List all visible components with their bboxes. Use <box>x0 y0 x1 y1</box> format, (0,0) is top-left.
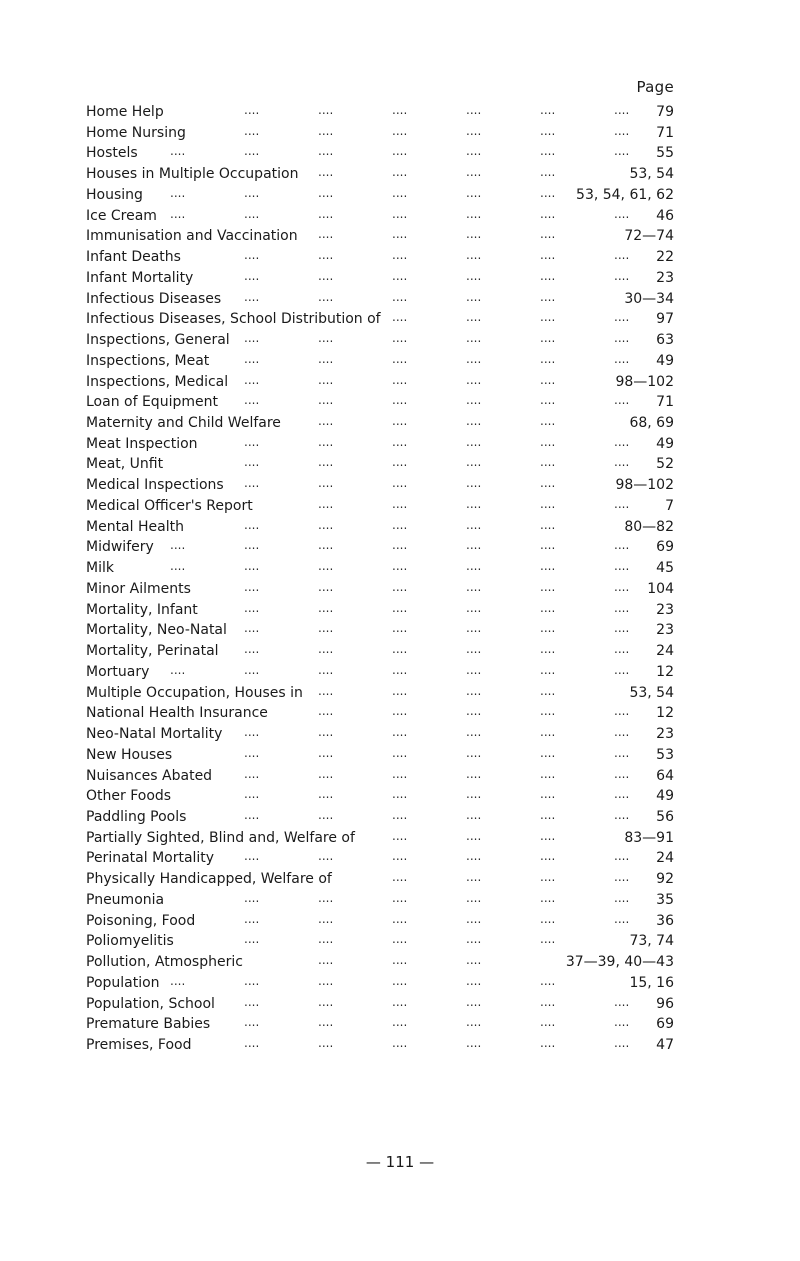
index-term: Other Foods <box>86 788 172 805</box>
index-pages: 46 <box>652 206 674 227</box>
index-pages: 23 <box>652 620 674 641</box>
index-term: Inspections, Medical <box>86 373 229 390</box>
index-entry: .... .... .... .... Physically Handicapped, Welfare of 92 <box>86 869 686 890</box>
index-term: Mortuary <box>86 663 150 680</box>
index-term: Midwifery <box>86 539 154 556</box>
index-pages: 98—102 <box>611 372 674 393</box>
index-entry: .... .... .... .... .... .... Pneumonia 35 <box>86 890 686 911</box>
index-term: Poliomyelitis <box>86 933 174 950</box>
index-term: Premature Babies <box>86 1016 211 1033</box>
index-pages: 97 <box>652 309 674 330</box>
index-pages: 53, 54 <box>625 164 674 185</box>
index-term: Medical Officer's Report <box>86 497 253 514</box>
index-pages: 23 <box>652 600 674 621</box>
index-pages: 49 <box>652 351 674 372</box>
index-term: Hostels <box>86 145 138 162</box>
index-pages: 23 <box>652 724 674 745</box>
index-term: Perinatal Mortality <box>86 850 215 867</box>
index-pages: 49 <box>652 786 674 807</box>
index-term: Inspections, Meat <box>86 352 210 369</box>
index-pages: 52 <box>652 454 674 475</box>
index-pages: 24 <box>652 641 674 662</box>
index-pages: 72—74 <box>620 226 674 247</box>
index-entry: .... .... .... .... Multiple Occupation, Houses in 53, 54 <box>86 683 686 704</box>
index-entry: .... .... .... .... .... .... Population 15, 16 <box>86 973 686 994</box>
index-term: Houses in Multiple Occupation <box>86 166 299 183</box>
index-entry: .... .... .... .... .... .... Population, School 96 <box>86 994 686 1015</box>
index-pages: 35 <box>652 890 674 911</box>
index-term: Meat, Unfit <box>86 456 164 473</box>
index-list <box>86 102 686 1056</box>
index-pages: 49 <box>652 434 674 455</box>
index-term: Home Nursing <box>86 124 186 141</box>
index-term: Loan of Equipment <box>86 394 218 411</box>
index-entry: .... .... .... .... .... .... New Houses 53 <box>86 745 686 766</box>
index-term: Mental Health <box>86 518 184 535</box>
index-pages: 12 <box>652 703 674 724</box>
index-entry: .... .... .... .... .... .... Perinatal Mortality 24 <box>86 848 686 869</box>
index-entry: .... .... .... .... .... Inspections, Medical 98—102 <box>86 372 686 393</box>
index-entry: .... .... .... .... .... Mental Health 80—82 <box>86 517 686 538</box>
index-entry: .... .... .... .... Maternity and Child Welfare 68, 69 <box>86 413 686 434</box>
index-pages: 92 <box>652 869 674 890</box>
index-pages: 23 <box>652 268 674 289</box>
index-term: Poisoning, Food <box>86 912 196 929</box>
index-entry: .... .... .... .... .... .... Other Foods 49 <box>86 786 686 807</box>
index-entry: .... .... .... .... .... .... Infant Mortality 23 <box>86 268 686 289</box>
index-entry: .... .... .... Pollution, Atmospheric 37—39, 40—43 <box>86 952 686 973</box>
index-entry: .... .... .... .... .... .... Nuisances Abated 64 <box>86 766 686 787</box>
index-entry: .... .... .... .... Immunisation and Vaccination 72—74 <box>86 226 686 247</box>
index-pages: 79 <box>652 102 674 123</box>
index-entry: .... .... .... .... .... .... Poisoning, Food 36 <box>86 911 686 932</box>
index-pages: 53 <box>652 745 674 766</box>
index-pages: 104 <box>643 579 674 600</box>
index-term: Meat Inspection <box>86 435 198 452</box>
index-pages: 64 <box>652 766 674 787</box>
index-pages: 98—102 <box>611 475 674 496</box>
index-entry: .... .... .... .... .... .... .... Midwifery 69 <box>86 537 686 558</box>
index-pages: 55 <box>652 143 674 164</box>
index-entry: .... .... .... .... .... .... .... Hostels 55 <box>86 143 686 164</box>
page-column-heading: Page <box>636 78 674 96</box>
index-term: Mortality, Perinatal <box>86 643 219 660</box>
index-pages: 22 <box>652 247 674 268</box>
index-term: Minor Ailments <box>86 580 191 597</box>
index-pages: 80—82 <box>620 517 674 538</box>
index-term: Home Help <box>86 104 164 120</box>
index-term: Maternity and Child Welfare <box>86 415 281 432</box>
index-entry: .... .... .... .... .... .... Mortality, Infant 23 <box>86 600 686 621</box>
index-entry: .... .... .... .... .... .... Inspections, General 63 <box>86 330 686 351</box>
index-term: Mortality, Infant <box>86 601 198 618</box>
index-term: Pneumonia <box>86 891 165 908</box>
index-entry: .... .... .... .... .... Medical Officer's Report 7 <box>86 496 686 517</box>
index-pages: 69 <box>652 1014 674 1035</box>
index-term: Multiple Occupation, Houses in <box>86 684 303 701</box>
index-entry: .... .... .... .... .... .... .... Mortuary 12 <box>86 662 686 683</box>
index-pages: 83—91 <box>620 828 674 849</box>
index-entry: .... .... .... .... .... .... Meat Inspection 49 <box>86 434 686 455</box>
index-pages: 53, 54 <box>625 683 674 704</box>
index-entry: .... .... .... .... .... .... .... Ice Cream 46 <box>86 206 686 227</box>
index-pages: 71 <box>652 392 674 413</box>
index-entry: .... .... .... .... .... .... Inspections, Meat 49 <box>86 351 686 372</box>
index-entry: .... .... .... .... .... .... Mortality, Perinatal 24 <box>86 641 686 662</box>
index-pages: 69 <box>652 537 674 558</box>
index-pages: 56 <box>652 807 674 828</box>
index-term: Infant Deaths <box>86 249 181 266</box>
index-pages: 7 <box>661 496 674 517</box>
index-term: Physically Handicapped, Welfare of <box>86 871 332 888</box>
index-entry: .... .... .... .... .... .... Neo-Natal Mortality 23 <box>86 724 686 745</box>
index-entry: .... .... .... .... .... .... Paddling Pools 56 <box>86 807 686 828</box>
index-term: New Houses <box>86 746 173 763</box>
index-entry: .... .... .... .... .... .... Minor Ailments 104 <box>86 579 686 600</box>
index-term: Medical Inspections <box>86 477 224 494</box>
index-entry: .... .... .... .... .... .... Home Nursing 71 <box>86 123 686 144</box>
index-entry: .... .... .... .... .... Infectious Diseases 30—34 <box>86 289 686 310</box>
index-term: Neo-Natal Mortality <box>86 726 223 743</box>
index-term: Infant Mortality <box>86 269 194 286</box>
index-entry: .... .... .... .... .... Poliomyelitis 73, 74 <box>86 931 686 952</box>
index-entry: .... .... .... .... .... .... Home Help 79 <box>86 102 686 123</box>
index-entry: .... .... .... .... .... .... Loan of Equipment 71 <box>86 392 686 413</box>
index-entry: .... .... .... Partially Sighted, Blind and, Welfare of 83—91 <box>86 828 686 849</box>
index-entry: .... .... .... .... .... National Health Insurance 12 <box>86 703 686 724</box>
index-pages: 71 <box>652 123 674 144</box>
index-pages: 45 <box>652 558 674 579</box>
index-term: Mortality, Neo-Natal <box>86 622 227 639</box>
index-pages: 68, 69 <box>625 413 674 434</box>
index-entry: .... .... .... .... .... .... Mortality, Neo-Natal 23 <box>86 620 686 641</box>
index-entry: .... .... .... .... .... .... Housing 53, 54, 61, 62 <box>86 185 686 206</box>
index-term: Pollution, Atmospheric <box>86 954 243 971</box>
index-pages: 37—39, 40—43 <box>562 952 674 973</box>
index-pages: 63 <box>652 330 674 351</box>
index-pages: 96 <box>652 994 674 1015</box>
index-term: Paddling Pools <box>86 808 187 825</box>
index-term: Inspections, General <box>86 332 230 349</box>
index-term: Partially Sighted, Blind and, Welfare of <box>86 829 355 846</box>
index-term: Housing <box>86 186 143 203</box>
index-entry: .... .... .... .... Houses in Multiple Occupation 53, 54 <box>86 164 686 185</box>
index-pages: 73, 74 <box>625 931 674 952</box>
index-pages: 15, 16 <box>625 973 674 994</box>
index-entry: .... .... .... .... .... .... Premature Babies 69 <box>86 1014 686 1035</box>
index-entry: .... .... .... .... .... Medical Inspections 98—102 <box>86 475 686 496</box>
index-entry: .... .... .... .... Infectious Diseases, School Distribution of 97 <box>86 309 686 330</box>
index-term: Nuisances Abated <box>86 767 213 784</box>
index-pages: 53, 54, 61, 62 <box>572 185 674 206</box>
index-entry: .... .... .... .... .... .... Premises, Food 47 <box>86 1035 686 1056</box>
index-entry: .... .... .... .... .... .... Infant Deaths 22 <box>86 247 686 268</box>
index-term: Population <box>86 974 160 991</box>
index-pages: 24 <box>652 848 674 869</box>
index-pages: 30—34 <box>620 289 674 310</box>
index-term: Population, School <box>86 995 215 1012</box>
index-pages: 12 <box>652 662 674 683</box>
index-term: Infectious Diseases <box>86 290 222 307</box>
index-term: National Health Insurance <box>86 705 268 722</box>
index-term: Premises, Food <box>86 1037 192 1054</box>
index-term: Immunisation and Vaccination <box>86 228 298 245</box>
index-pages: 36 <box>652 911 674 932</box>
index-term: Milk <box>86 560 114 577</box>
index-entry: .... .... .... .... .... .... Meat, Unfit 52 <box>86 454 686 475</box>
index-entry: .... .... .... .... .... .... .... Milk 45 <box>86 558 686 579</box>
page-number: — 111 — <box>365 1153 435 1171</box>
index-term: Infectious Diseases, School Distribution of <box>86 311 381 328</box>
index-pages: 47 <box>652 1035 674 1056</box>
index-term: Ice Cream <box>86 207 157 224</box>
